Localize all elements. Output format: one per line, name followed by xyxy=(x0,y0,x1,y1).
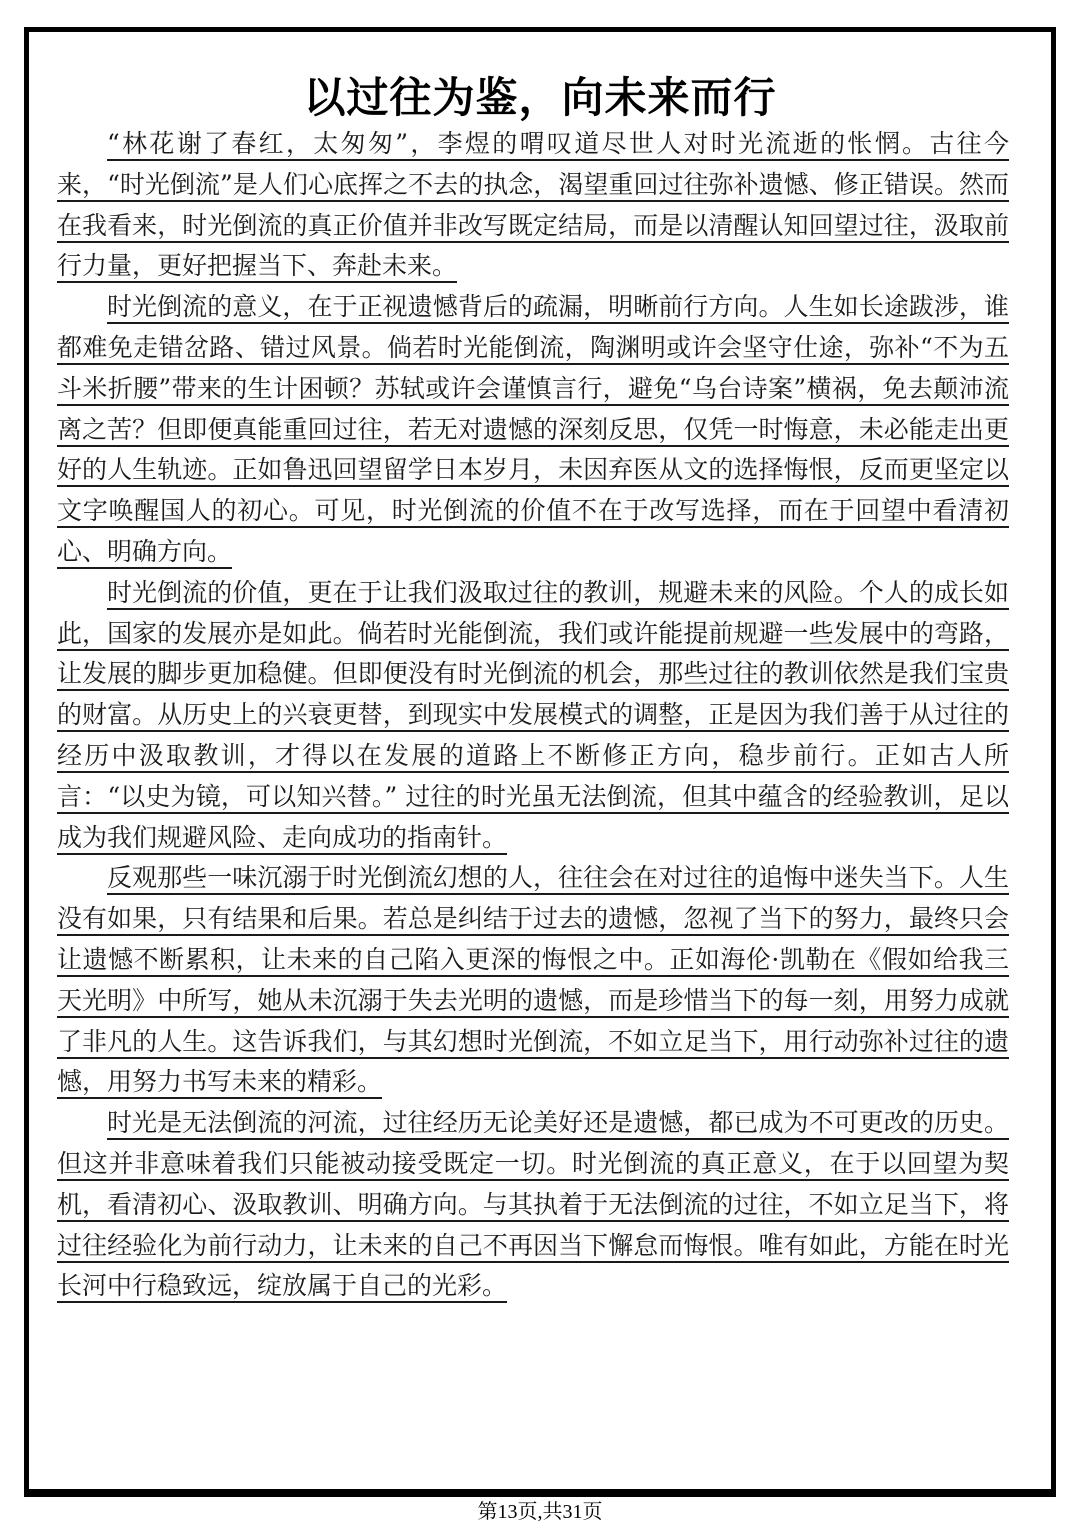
essay-title: 以过往为鉴，向未来而行 xyxy=(303,73,777,122)
paragraph-5: 时光是无法倒流的河流，过往经历无论美好还是遗憾，都已成为不可更改的历史。但这并非意味着我们只能被动接受既定一切。时光倒流的真正意义，在于以回望为契机，看清初心、汲取教训、明确方向。与其执着于无法倒流的过往，不如立足当下，将过往经验化为前行动力，让未来的自己不再因当下懈怠而悔恨。唯有如此，方能在时光长河中行稳致远，绽放属于自己的光彩。 xyxy=(57,1108,1009,1301)
paragraph-1: “林花谢了春红，太匆匆”，李煜的喟叹道尽世人对时光流逝的怅惘。古往今来，“时光倒流”是人们心底挥之不去的执念，渴望重回过往弥补遗憾、修正错误。然而在我看来，时光倒流的真正价值并非改写既定结局，而是以清醒认知回望过往，汲取前行力量，更好把握当下、奔赴未来。 xyxy=(57,129,1009,281)
paragraph-4: 反观那些一味沉溺于时光倒流幻想的人，往往会在对过往的追悔中迷失当下。人生没有如果，只有结果和后果。若总是纠结于过去的遗憾，忽视了当下的努力，最终只会让遗憾不断累积，让未来的自己陷入更深的悔恨之中。正如海伦·凯勒在《假如给我三天光明》中所写，她从未沉溺于失去光明的遗憾，而是珍惜当下的每一刻，用努力成就了非凡的人生。这告诉我们，与其幻想时光倒流，不如立足当下，用行动弥补过往的遗憾，用努力书写未来的精彩。 xyxy=(57,863,1009,1097)
page-number: 第13页,共31页 xyxy=(477,1501,603,1523)
paragraph-2: 时光倒流的意义，在于正视遗憾背后的疏漏，明晰前行方向。人生如长途跋涉，谁都难免走错岔路、错过风景。倘若时光能倒流，陶渊明或许会坚守仕途，弥补“不为五斗米折腰”带来的生计困顿？苏轼或许会谨慎言行，避免“乌台诗案”横祸，免去颠沛流离之苦？但即便真能重回过往，若无对遗憾的深刻反思，仅凭一时悔意，未必能走出更好的人生轨迹。正如鲁迅回望留学日本岁月，未因弃医从文的选择悔恨，反而更坚定以文字唤醒国人的初心。可见，时光倒流的价值不在于改写选择，而在于回望中看清初心、明确方向。 xyxy=(57,292,1009,566)
paragraph-3: 时光倒流的价值，更在于让我们汲取过往的教训，规避未来的风险。个人的成长如此，国家的发展亦是如此。倘若时光能倒流，我们或许能提前规避一些发展中的弯路，让发展的脚步更加稳健。但即便没有时光倒流的机会，那些过往的教训依然是我们宝贵的财富。从历史上的兴衰更替，到现实中发展模式的调整，正是因为我们善于从过往的经历中汲取教训，才得以在发展的道路上不断修正方向，稳步前行。正如古人所言：“以史为镜，可以知兴替。” 过往的时光虽无法倒流，但其中蕴含的经验教训，足以成为我们规避风险、走向成功的指南针。 xyxy=(57,577,1009,852)
essay-body xyxy=(57,124,1009,1307)
page-frame xyxy=(24,27,1056,1497)
